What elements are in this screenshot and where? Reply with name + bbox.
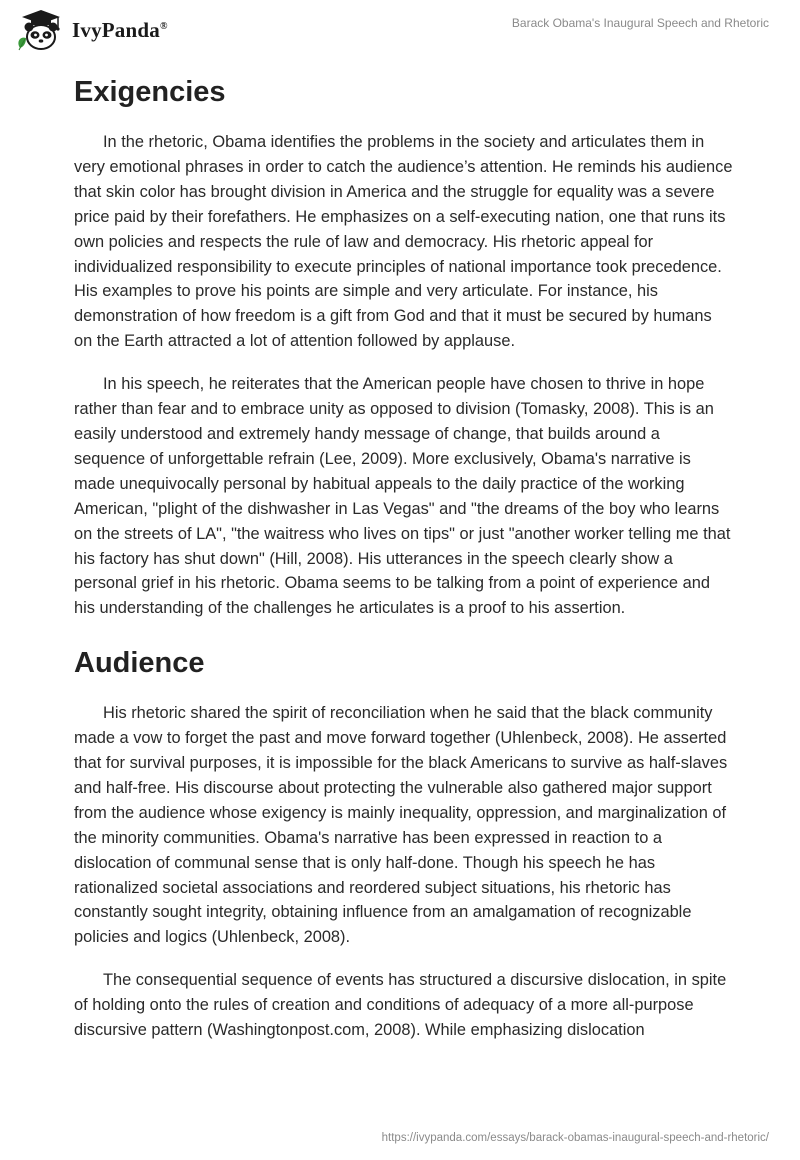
ivypanda-logo[interactable] [14, 8, 168, 52]
paragraph: In his speech, he reiterates that the American people have chosen to thrive in hope rather than fear and to embrace unity as opposed to division (Tomasky, 2008). This is an easily understood and extremely handy message of change, that builds around a sequence of unforgettable refrain (Lee, 2009). More exclusively, Obama's narrative is made unequivocally personal by habitual appeals to the daily practice of the working American, "plight of the dishwasher in Las Vegas" and "the dreams of the boy who learns on the streets of LA", "the waitress who lives on tips" or just "another worker telling me that his factory has shut down" (Hill, 2008). His utterances in the speech clearly show a personal grief in his rhetoric. Obama seems to be talking from a point of experience and his understanding of the challenges he articulates is a proof to his assertion. [74, 375, 731, 618]
essay-body [74, 70, 734, 1061]
paragraph: The consequential sequence of events has structured a discursive dislocation, in spite of holding onto the rules of creation and conditions of adequacy of a more all-purpose discursive pattern (Washingtonpost.com, 2008). While emphasizing dislocation [74, 971, 727, 1040]
section-heading-exigencies: Exigencies [74, 76, 226, 108]
page-header [0, 0, 800, 60]
brand-name: IvyPanda® [72, 17, 168, 42]
paragraph: His rhetoric shared the spirit of reconciliation when he said that the black community made a vow to forget the past and move forward together (Uhlenbeck, 2008). He asserted that for survival purposes, it is impossible for the black Americans to survive as half-slaves and half-free. His discourse about protecting the vulnerable also gathered major support from the audience whose exigency is mainly inequality, oppression, and marginalization of the minority communities. Obama's narrative has been expressed in reaction to a dislocation of communal sense that is only half-done. Though his speech he has rationalized societal associations and reordered subject situations, his rhetoric has constantly sought integrity, obtaining influence from an amalgamation of recognizable policies and logics (Uhlenbeck, 2008). [74, 704, 728, 947]
panda-graduate-icon [14, 8, 68, 52]
document-title: Barack Obama's Inaugural Speech and Rhetoric [511, 16, 769, 30]
section-heading-audience: Audience [74, 647, 205, 680]
source-url[interactable]: https://ivypanda.com/essays/barack-obamas-inaugural-speech-and-rhetoric/ [381, 1132, 769, 1144]
paragraph: In the rhetoric, Obama identifies the problems in the society and articulates them in very emotional phrases in order to catch the audience’s attention. He reminds his audience that skin color has brought division in America and the struggle for equality was a severe price paid by their forefathers. He emphasizes on a self-executing nation, one that runs its own policies and respects the rule of law and democracy. His rhetoric appeal for individualized responsibility to execute principles of national importance took precedence. His examples to prove his points are simple and very articulate. For instance, his demonstration of how freedom is a gift from God and that it must be secured by humans on the Earth attracted a lot of attention followed by applause. [74, 133, 733, 351]
